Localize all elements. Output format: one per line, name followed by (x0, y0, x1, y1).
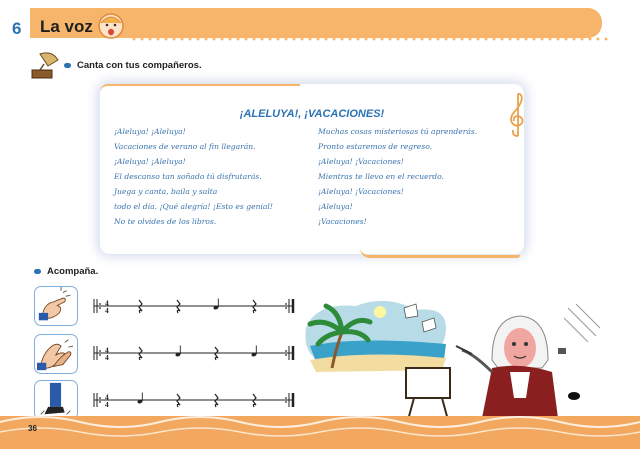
repeat-dot (285, 354, 287, 356)
lyric-line: Muchas cosas misteriosas tú aprenderás. (318, 127, 478, 136)
time-signature-top: 4 (105, 345, 109, 355)
lyric-line: ¡Aleluya! (318, 202, 353, 211)
repeat-dot (99, 307, 101, 309)
accompany-instruction (34, 266, 98, 277)
lyric-line: ¡Aleluya! ¡Vacaciones! (318, 187, 404, 196)
gesture-box-clap (34, 334, 78, 374)
lyric-line: todo el día. ¡Qué alegría! ¡Esto es genial! (114, 202, 273, 211)
repeat-dot (285, 350, 287, 352)
sing-instruction (64, 60, 202, 71)
card-accent-top (100, 84, 300, 92)
repeat-dot (285, 307, 287, 309)
time-signature-top: 4 (105, 298, 109, 308)
lyric-line: El descanso tan soñado tú disfrutarás. (114, 172, 262, 181)
unit-title: La voz (40, 17, 93, 36)
lyric-line: ¡Vacaciones! (318, 217, 367, 226)
lyric-line: Vacaciones de verano al fin llegarán. (114, 142, 256, 151)
repeat-dot (285, 397, 287, 399)
lyric-line: No te olvides de los libros. (114, 217, 217, 226)
repeat-dot (99, 303, 101, 305)
finger-snap-icon (35, 287, 76, 324)
time-signature-bottom: 4 (105, 353, 109, 361)
treble-clef-icon (506, 92, 528, 138)
bullet (34, 269, 41, 274)
rhythm-staff-3 (92, 392, 302, 408)
repeat-dot (285, 303, 287, 305)
singing-face-icon (97, 11, 125, 41)
gramophone-icon (30, 50, 60, 80)
unit-number: 6 (12, 19, 22, 38)
lyric-line: Juega y canta, baila y salta (114, 187, 218, 196)
repeat-dot (99, 401, 101, 403)
time-signature-bottom: 4 (105, 400, 109, 408)
time-signature-top: 4 (105, 392, 109, 402)
repeat-dot (99, 397, 101, 399)
accompany-instruction-text: Acompaña. (47, 266, 99, 277)
repeat-dot (99, 350, 101, 352)
repeat-dot (285, 401, 287, 403)
song-title: ¡ALELUYA!, ¡VACACIONES! (239, 108, 385, 120)
composer-beach-illustration (296, 288, 616, 424)
lyric-line: Mientras te llevo en el recuerdo. (318, 172, 444, 181)
footer-wave-pattern (0, 412, 640, 449)
lyric-line: Pronto estaremos de regreso. (318, 142, 433, 151)
sing-instruction-text: Canta con tus compañeros. (77, 60, 202, 71)
hand-clap-icon (35, 335, 76, 372)
time-signature-bottom: 4 (105, 306, 109, 314)
lyric-line: ¡Aleluya! ¡Vacaciones! (318, 157, 404, 166)
lyrics-left-column (114, 124, 273, 229)
rhythm-staff-2 (92, 345, 302, 361)
page-number: 36 (28, 424, 37, 433)
lyric-line: ¡Aleluya! ¡Aleluya! (114, 127, 186, 136)
bullet (64, 63, 71, 68)
lyric-line: ¡Aleluya! ¡Aleluya! (114, 157, 186, 166)
gesture-box-snap (34, 286, 78, 326)
rhythm-staff-1 (92, 298, 302, 314)
card-accent-bottom (360, 248, 520, 258)
repeat-dot (99, 354, 101, 356)
header-dotted-stripe (130, 36, 610, 42)
lyrics-right-column (318, 124, 477, 229)
